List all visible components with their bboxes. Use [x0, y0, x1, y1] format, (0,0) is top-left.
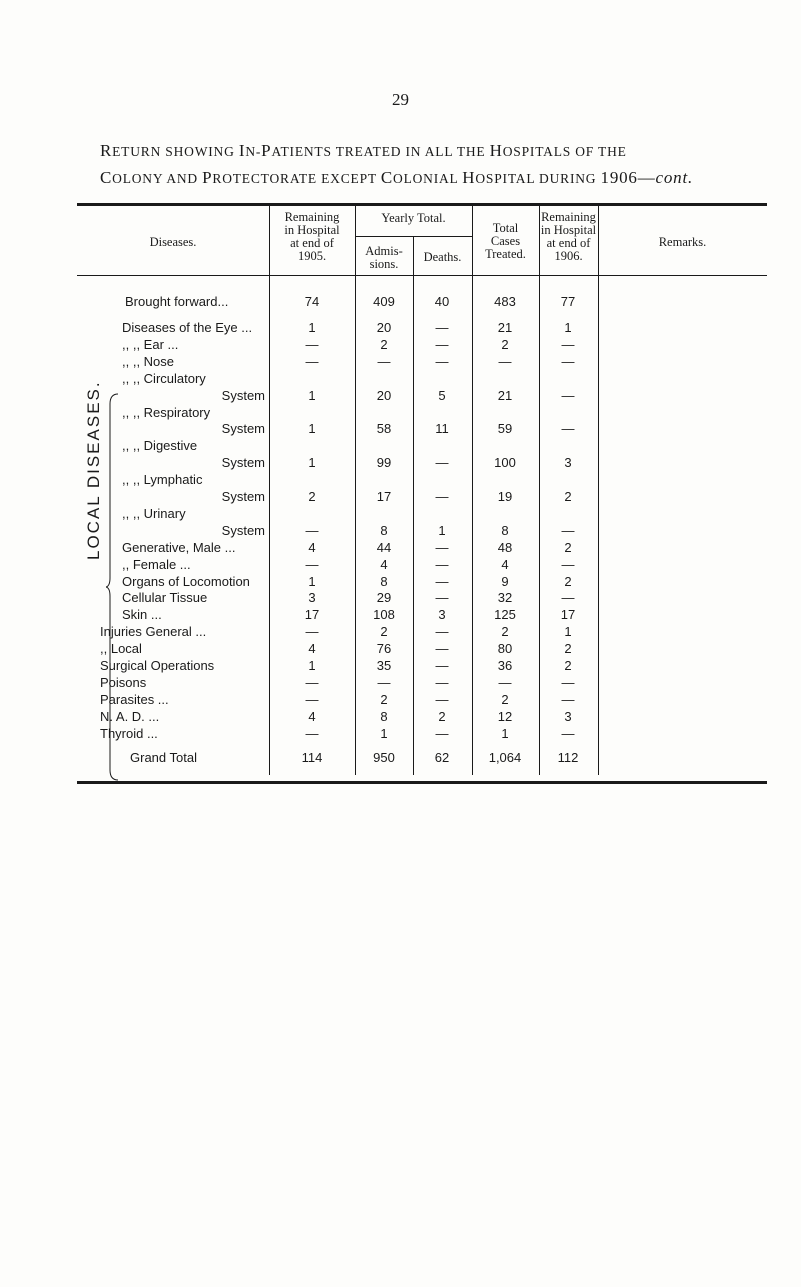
title-fragment: 1906— — [600, 168, 656, 187]
row-label: ,, ,, Circulatory — [122, 370, 206, 386]
table-cell: — — [305, 336, 319, 352]
table-bottom-rule — [77, 781, 767, 784]
header-line: in Hospital — [540, 223, 597, 237]
title-fragment: H — [489, 141, 503, 160]
header-line: Cases — [490, 234, 521, 248]
header-remaining-start — [269, 211, 355, 263]
row-label: ,, ,, Ear ... — [122, 336, 179, 352]
table-cell: 125 — [494, 607, 516, 623]
title-line-1 — [100, 141, 800, 161]
header-line: at end of — [546, 236, 591, 250]
table-cell: — — [435, 539, 449, 555]
header-yearly-total: Yearly Total. — [381, 211, 446, 225]
grand-total-cell: 950 — [373, 750, 395, 765]
table-cell: 2 — [380, 624, 388, 640]
table-cell: — — [561, 590, 575, 606]
title-fragment: P — [261, 141, 272, 160]
row-label: ,, Local — [100, 641, 142, 657]
header-line: Remaining — [284, 210, 340, 224]
table-cell: 36 — [497, 658, 513, 673]
table-cell: 80 — [497, 641, 513, 657]
table-cell: 1 — [564, 624, 572, 640]
table-cell: — — [561, 556, 575, 572]
table-cell: 2 — [438, 708, 446, 724]
title-fragment: C — [100, 168, 113, 187]
header-line: sions. — [369, 257, 399, 271]
table-cell: — — [305, 725, 319, 741]
table-cell: 40 — [434, 294, 450, 309]
title-fragment: H — [462, 168, 476, 187]
table-cell: 108 — [373, 607, 395, 623]
table-cell: 21 — [497, 387, 513, 403]
table-top-rule — [77, 203, 767, 206]
table-cell: — — [435, 725, 449, 741]
col-divider — [269, 205, 270, 775]
table-cell: 3 — [308, 590, 316, 606]
table-cell: 11 — [435, 421, 449, 437]
header-line: Admis- — [365, 244, 403, 258]
table-cell: 1 — [308, 421, 316, 437]
table-cell: 2 — [501, 624, 509, 640]
table-cell: 5 — [438, 387, 446, 403]
table-cell: — — [377, 674, 391, 690]
table-cell: 1 — [564, 320, 572, 335]
table-cell: — — [561, 421, 575, 437]
table-cell: 1 — [308, 387, 316, 403]
table-cell: 19 — [497, 489, 513, 504]
row-label: Organs of Locomotion — [122, 573, 250, 589]
title-fragment: N- — [245, 144, 262, 159]
header-line: Remaining — [541, 210, 596, 224]
table-cell: 3 — [564, 708, 572, 724]
table-cell: — — [435, 353, 449, 369]
table-cell: — — [305, 353, 319, 369]
table-cell: 1 — [308, 658, 316, 673]
table-cell: 409 — [373, 294, 395, 309]
table-cell: — — [435, 320, 449, 335]
table-cell: 20 — [376, 387, 392, 403]
header-line: Treated. — [485, 247, 526, 261]
row-label: Injuries General ... — [100, 624, 207, 640]
table-cell: 4 — [308, 708, 316, 724]
title-fragment: OSPITALS OF THE — [502, 144, 627, 159]
col-divider — [598, 205, 599, 775]
grand-total-cell: 114 — [301, 750, 323, 765]
table-cell: 48 — [497, 539, 513, 555]
row-label: Surgical Operations — [100, 658, 215, 673]
row-label: ,, ,, Digestive — [122, 438, 198, 454]
table-cell: 32 — [497, 590, 513, 606]
header-line: 1905. — [297, 249, 327, 263]
table-cell: 8 — [501, 522, 509, 538]
table-cell: 44 — [376, 539, 392, 555]
title-fragment: ATIENTS TREATED IN ALL THE — [271, 144, 490, 159]
row-label: N. A. D. ... — [100, 708, 160, 724]
header-remarks: Remarks. — [658, 235, 707, 249]
table-cell: 99 — [376, 455, 392, 471]
header-bottom-rule — [77, 275, 767, 276]
table-cell: 21 — [497, 320, 513, 335]
table-cell: 3 — [438, 607, 446, 623]
row-label: Poisons — [100, 674, 147, 690]
table-cell: — — [498, 353, 512, 369]
table-cell: — — [561, 725, 575, 741]
col-divider — [472, 205, 473, 775]
table-cell: — — [498, 674, 512, 690]
row-label: System — [221, 387, 265, 403]
title-fragment: cont. — [655, 168, 694, 187]
table-cell: 8 — [380, 522, 388, 538]
row-label: Thyroid ... — [100, 725, 158, 741]
header-line: at end of — [290, 236, 334, 250]
row-label: ,, ,, Nose — [122, 353, 175, 369]
table-cell: — — [561, 691, 575, 707]
header-deaths: Deaths. — [423, 250, 462, 264]
table-cell: — — [435, 455, 449, 471]
table-cell: — — [561, 674, 575, 690]
table-cell: 483 — [494, 294, 516, 309]
table-cell: 59 — [497, 421, 513, 437]
table-cell: — — [435, 658, 449, 673]
table-cell: — — [377, 353, 391, 369]
table-cell: — — [435, 691, 449, 707]
table-cell: 4 — [308, 539, 316, 555]
section-label-local-diseases: LOCAL DISEASES. — [84, 380, 103, 560]
table-cell: 2 — [564, 539, 572, 555]
row-label: Diseases of the Eye ... — [122, 320, 253, 335]
grand-total-cell: 112 — [557, 750, 579, 765]
row-label: Generative, Male ... — [122, 539, 236, 555]
row-label: ,, ,, Urinary — [122, 505, 186, 521]
table-cell: 1 — [308, 455, 316, 471]
table-cell: — — [435, 489, 449, 504]
row-label: Skin ... — [122, 607, 162, 623]
header-diseases: Diseases. — [149, 235, 197, 249]
table-cell: 17 — [304, 607, 320, 623]
table-cell: — — [435, 624, 449, 640]
table-cell: — — [435, 573, 449, 589]
table-cell: 8 — [380, 708, 388, 724]
header-line: in Hospital — [284, 223, 340, 237]
table-cell: 4 — [380, 556, 388, 572]
table-cell: 20 — [376, 320, 392, 335]
row-label: ,, Female ... — [122, 556, 191, 572]
table-cell: 12 — [497, 708, 513, 724]
title-fragment: OLONY AND — [112, 171, 203, 186]
table-cell: — — [305, 691, 319, 707]
row-label: System — [221, 489, 265, 504]
grand-total-cell: 62 — [434, 750, 450, 765]
table-cell: — — [305, 556, 319, 572]
row-label: ,, ,, Respiratory — [122, 404, 211, 420]
row-label: Grand Total — [130, 750, 197, 765]
table-cell: 1 — [501, 725, 509, 741]
table-cell: 100 — [494, 455, 516, 471]
row-label: System — [221, 455, 265, 471]
table-cell: 1 — [380, 725, 388, 741]
table-cell: 2 — [308, 489, 316, 504]
table-cell: 1 — [438, 522, 446, 538]
table-cell: 1 — [308, 573, 316, 589]
table-cell: 2 — [564, 489, 572, 504]
table-cell: 2 — [380, 691, 388, 707]
table-cell: 2 — [501, 691, 509, 707]
title-fragment: ETURN SHOWING — [112, 144, 239, 159]
title-fragment: I — [238, 141, 246, 160]
header-line: 1906. — [554, 249, 583, 263]
row-label: System — [221, 421, 265, 437]
table-cell: 3 — [564, 455, 572, 471]
table-cell: 76 — [376, 641, 392, 657]
table-cell: 8 — [380, 573, 388, 589]
table-cell: 74 — [304, 294, 320, 309]
table-cell: 4 — [308, 641, 316, 657]
row-label: ,, ,, Lymphatic — [122, 472, 203, 488]
title-fragment: ROTECTORATE EXCEPT — [212, 171, 381, 186]
table-cell: — — [561, 353, 575, 369]
title-fragment: P — [202, 168, 213, 187]
header-line: Total — [492, 221, 519, 235]
header-remaining-end — [539, 211, 598, 263]
table-cell: — — [305, 624, 319, 640]
table-cell: — — [561, 387, 575, 403]
table-cell: 2 — [380, 336, 388, 352]
table-cell: 77 — [560, 294, 576, 309]
grand-total-cell: 1,064 — [488, 750, 522, 765]
row-label: Brought forward... — [125, 294, 229, 309]
table-cell: 2 — [564, 641, 572, 657]
table-cell: 35 — [376, 658, 392, 673]
header-total-cases — [472, 222, 539, 261]
table-cell: — — [435, 674, 449, 690]
page-number: 29 — [392, 90, 409, 109]
table-cell: — — [435, 641, 449, 657]
header-admissions — [355, 245, 413, 271]
title-fragment: R — [100, 141, 113, 160]
table-cell: — — [561, 336, 575, 352]
table-cell: 58 — [376, 421, 392, 437]
table-cell: — — [435, 336, 449, 352]
table-cell: 17 — [376, 489, 392, 504]
table-cell: 1 — [308, 320, 316, 335]
table-cell: — — [435, 556, 449, 572]
table-cell: 9 — [501, 573, 509, 589]
table-cell: 29 — [376, 590, 392, 606]
row-label: Parasites ... — [100, 691, 169, 707]
row-label: Cellular Tissue — [122, 590, 208, 606]
table-cell: — — [305, 522, 319, 538]
row-label: System — [221, 522, 265, 538]
table-cell: 2 — [564, 658, 572, 673]
table-cell: — — [305, 674, 319, 690]
title-line-2 — [100, 168, 800, 188]
title-fragment: OSPITAL DURING — [475, 171, 601, 186]
table-cell: — — [561, 522, 575, 538]
table-cell: 2 — [564, 573, 572, 589]
title-fragment: OLONIAL — [393, 171, 463, 186]
table-cell: 4 — [501, 556, 509, 572]
table-cell: 17 — [560, 607, 576, 623]
table-cell: — — [435, 590, 449, 606]
title-fragment: C — [380, 168, 394, 187]
table-cell: 2 — [501, 336, 509, 352]
